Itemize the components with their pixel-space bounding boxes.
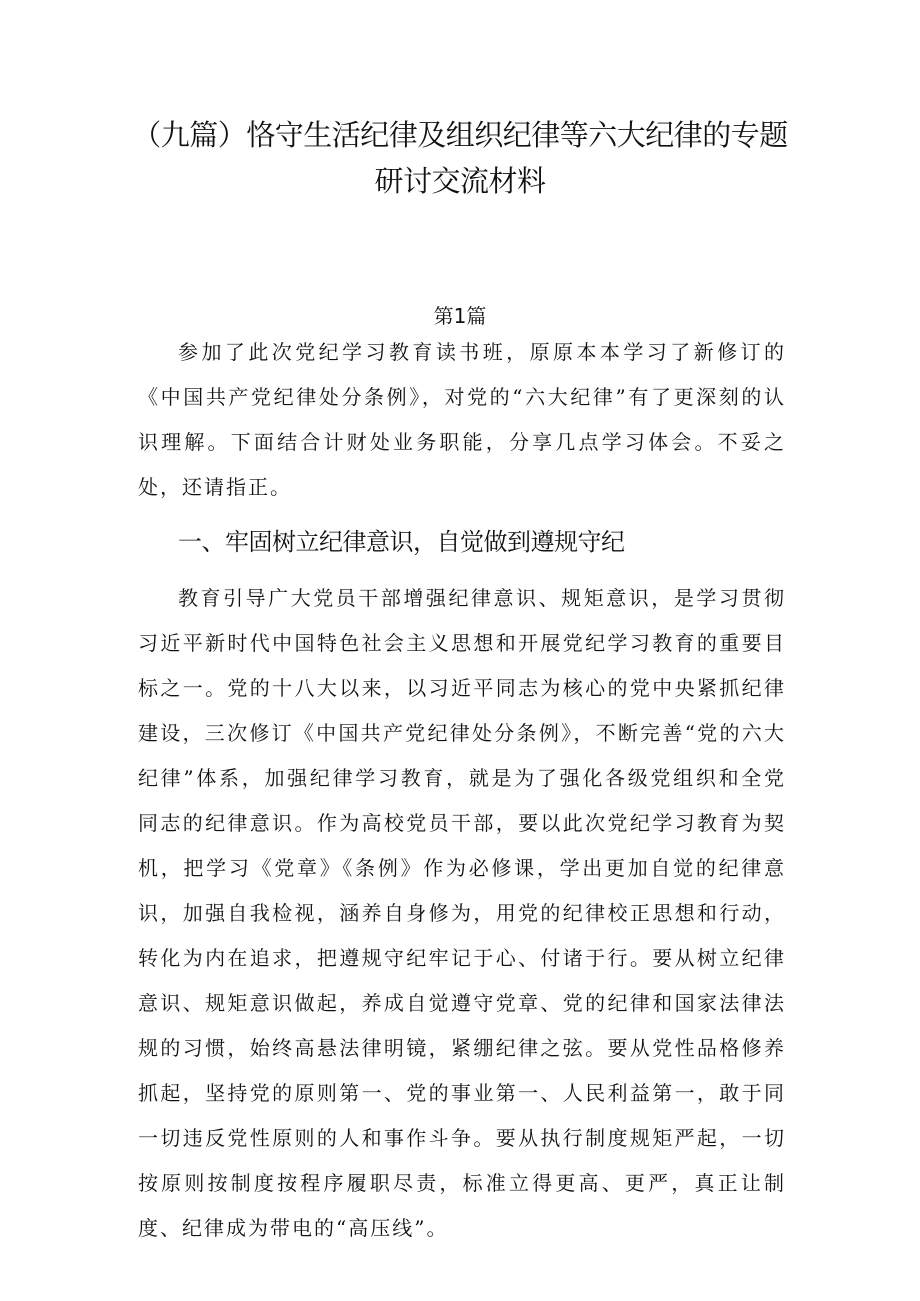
chapter-label: 第1篇 (433, 304, 487, 328)
section-heading: 一、牢固树立纪律意识，自觉做到遵规守纪 (178, 528, 625, 556)
body-paragraph: 教育引导广大党员干部增强纪律意识、规矩意识，是学习贯彻习近平新时代中国特色社会主义思想和开展党纪学习教育的重要目标之一。党的十八大以来，以习近平同志为核心的党中央紧抓纪律建设，三次修订《中国共产党纪律处分条例》，不断完善“党的六大纪律”体系，加强纪律学习教育，就是为了强化各级党组织和全党同志的纪律意识。作为高校党员干部，要以此次党纪学习教育为契机，把学习《党章》《条例》作为必修课，学出更加自觉的纪律意识，加强自我检视，涵养自身修为，用党的纪律校正思想和行动，转化为内在追求，把遵规守纪牢记于心、付诸于行。要从树立纪律意识、规矩意识做起，养成自觉遵守党章、党的纪律和国家法律法规的习惯，始终高悬法律明镜，紧绷纪律之弦。要从党性品格修养抓起，坚持党的原则第一、党的事业第一、人民利益第一，敢于同一切违反党性原则的人和事作斗争。要从执行制度规矩严起，一切按原则按制度按程序履职尽责，标准立得更高、更严，真正让制度、纪律成为带电的“高压线”。 (138, 586, 786, 1240)
intro-paragraph: 参加了此次党纪学习教育读书班，原原本本学习了新修订的《中国共产党纪律处分条例》，对党的“六大纪律”有了更深刻的认识理解。下面结合计财处业务职能，分享几点学习体会。不妥之处，还请指正。 (138, 340, 786, 499)
document-title: （九篇）恪守生活纪律及组织纪律等六大纪律的专题研讨交流材料 (132, 118, 788, 198)
